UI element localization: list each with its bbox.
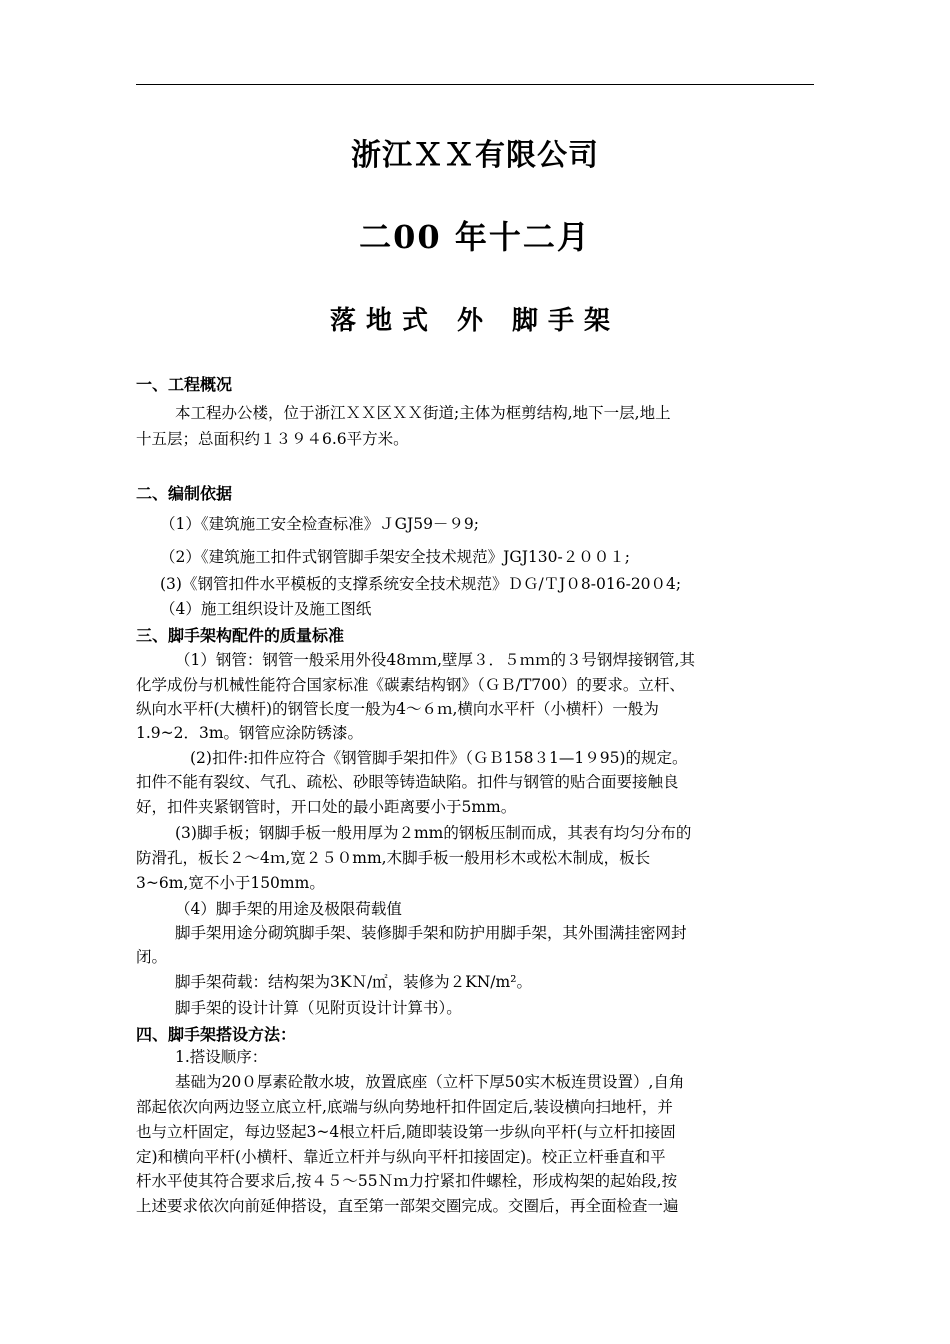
company-name: 浙江ＸＸ有限公司: [351, 138, 599, 173]
paragraph-line: 基础为20０厚素砼散水坡，放置底座（立杆下厚50实木板连贯设置）,自角: [175, 1073, 685, 1091]
paragraph-line: 本工程办公楼，位于浙江ＸＸ区ＸＸ街道;主体为框剪结构,地下一层,地上: [175, 404, 671, 422]
section-heading-quality: 三、脚手架构配件的质量标准: [136, 626, 345, 645]
paragraph-line: 脚手架的设计计算（见附页设计计算书）。: [175, 999, 462, 1017]
list-item: （1）《建筑施工安全检查标准》ＪGJ59－９9;: [160, 515, 480, 533]
paragraph-line: 纵向水平杆(大横杆)的钢管长度一般为4～６ｍ,横向水平杆（小横杆）一般为: [136, 700, 659, 718]
paragraph-line: 3~6m,宽不小于150mm。: [136, 874, 325, 892]
section-heading-basis: 二、编制依据: [136, 484, 233, 503]
paragraph-line: 定)和横向平杆(小横杆、靠近立杆并与纵向平杆扣接固定)。校正立杆垂直和平: [136, 1148, 666, 1166]
paragraph-line: （4）脚手架的用途及极限荷载值: [175, 900, 402, 918]
paragraph-line: 上述要求依次向前延伸搭设，直至第一部架交圈完成。交圈后，再全面检查一遍: [136, 1197, 679, 1215]
document-title: 落地式 外 脚手架: [329, 306, 621, 336]
list-item: (3)《钢管扣件水平模板的支撑系统安全技术规范》ＤＧ/ＴJ０8-016-20０4;: [160, 575, 682, 593]
list-item: （4）施工组织设计及施工图纸: [160, 600, 372, 618]
section-heading-overview: 一、工程概况: [136, 375, 233, 394]
paragraph-line: 好，扣件夹紧钢管时，开口处的最小距离要小于5mm。: [136, 798, 517, 816]
header-rule: [136, 84, 814, 85]
paragraph-line: (2)扣件:扣件应符合《钢管脚手架扣件》（ＧＢ158３1—1９95)的规定。: [190, 749, 688, 767]
paragraph-line: 也与立杆固定，每边竖起3~4根立杆后,随即装设第一步纵向平杆(与立杆扣接固: [136, 1123, 676, 1141]
paragraph-line: 化学成份与机械性能符合国家标准《碳素结构钢》（ＧＢ/T700）的要求。立杆、: [136, 676, 685, 694]
paragraph-line: 1.搭设顺序：: [175, 1048, 268, 1066]
section-heading-method: 四、脚手架搭设方法：: [136, 1025, 297, 1044]
paragraph-line: 杆水平使其符合要求后,按４５～55Ｎｍ力拧紧扣件螺栓，形成构架的起始段,按: [136, 1172, 678, 1190]
paragraph-line: 扣件不能有裂纹、气孔、疏松、砂眼等铸造缺陷。扣件与钢管的贴合面要接触良: [136, 773, 679, 791]
paragraph-line: 部起依次向两边竖立底立杆,底端与纵向势地杆扣件固定后,装设横向扫地杆，并: [136, 1098, 673, 1116]
paragraph-line: 脚手架荷载：结构架为3KＮ/㎡，装修为２KN/m²。: [175, 973, 532, 991]
paragraph-line: (3)脚手板；钢脚手板一般用厚为２mm的钢板压制而成，其表有均匀分布的: [175, 824, 692, 842]
paragraph-line: 闭。: [136, 948, 168, 966]
paragraph-line: 防滑孔，板长２～4ｍ,宽２５０mm,木脚手板一般用杉木或松木制成，板长: [136, 849, 651, 867]
list-item: （2）《建筑施工扣件式钢管脚手架安全技术规范》JGJ130-２００１;: [160, 548, 630, 566]
paragraph-line: 1.9~2．3m。钢管应涂防锈漆。: [136, 724, 364, 742]
paragraph-line: （1）钢管：钢管一般采用外役48ｍｍ,壁厚３．５ｍｍ的３号钢焊接钢管,其: [175, 651, 695, 669]
paragraph-line: 十五层；总面积约１３９４6.6平方米。: [136, 430, 409, 448]
document-date: 二00 年十二月: [359, 218, 591, 256]
paragraph-line: 脚手架用途分砌筑脚手架、装修脚手架和防护用脚手架，其外围满挂密网封: [175, 924, 687, 942]
